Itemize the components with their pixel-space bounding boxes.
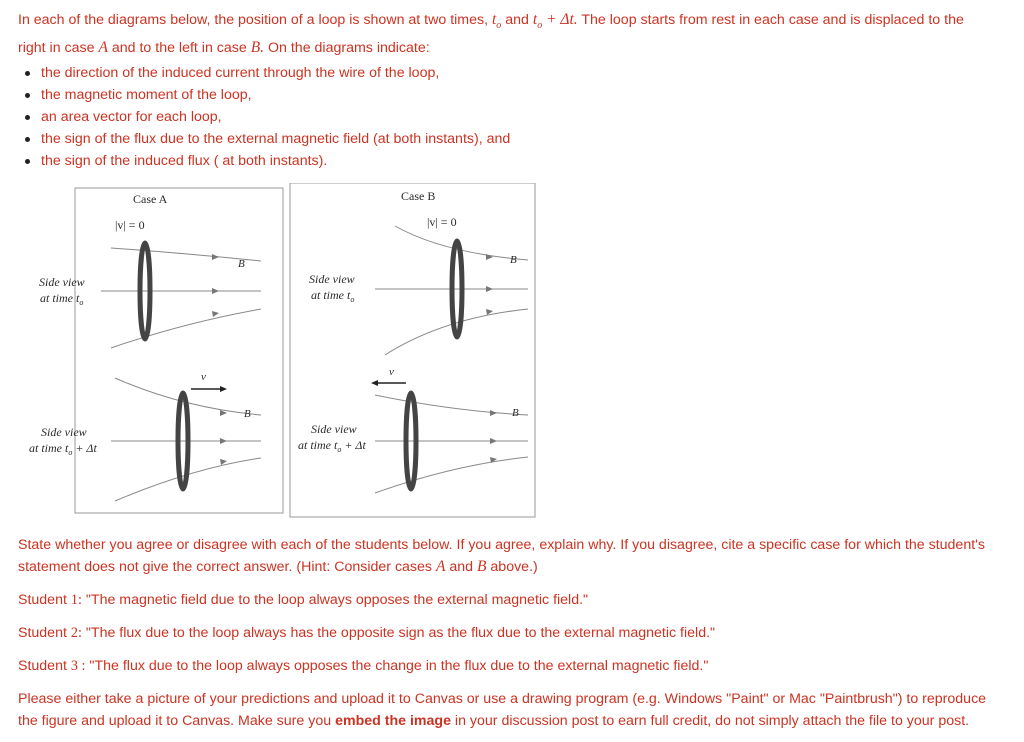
hint-above: above.) (490, 559, 538, 575)
case-a-velocity-arrow-icon (191, 386, 227, 392)
case-a-time-label: at time $t_o$ (40, 291, 84, 307)
intro-text-1: In each of the diagrams below, the position of a loop is shown at two times, (18, 12, 489, 28)
instructions-line-2: the figure and upload it to Canvas. Make sure you (18, 713, 332, 729)
case-b-frame (290, 183, 535, 517)
question-line-2: statement does not give the correct answer. (Hint: Consider cases (18, 559, 432, 575)
list-item: the magnetic moment of the loop, (22, 84, 510, 106)
case-b-speed-zero: |v| = 0 (427, 215, 457, 229)
case-a-title: Case A (133, 192, 168, 206)
case-a-time-dt-label: at time $t_o + \Delta t$ (29, 441, 97, 457)
intro-paragraph (18, 9, 1018, 59)
student-3-statement: Student 3 : "The flux due to the loop always opposes the change in the flux due to the external magnetic field." (18, 658, 709, 674)
instruction-list (22, 62, 510, 172)
question-line-1: State whether you agree or disagree with each of the students below. If you agree, explain why. If you disagree, cite a specific case for which the student's (18, 537, 985, 553)
case-b-symbol: B. (250, 39, 265, 57)
list-item: the sign of the flux due to the external magnetic field (at both instants), and (22, 128, 510, 150)
case-b-time-label: at time $t_o$ (311, 288, 355, 304)
embed-image-emphasis: embed the image (335, 713, 451, 729)
case-b-velocity-arrow-icon (371, 380, 406, 386)
case-b-title: Case B (401, 189, 436, 203)
student-1-statement: Student 1: "The magnetic field due to the loop always opposes the external magnetic field." (18, 592, 589, 608)
case-a-speed-zero: |v| = 0 (115, 218, 145, 232)
question-paragraph (18, 534, 1022, 578)
instructions-line-2b: in your discussion post to earn full credit, do not simply attach the file to your post. (454, 713, 970, 729)
intro-text-2: The loop starts from rest in each case and is displaced to the (581, 12, 964, 28)
case-a-side-view-label: Side view (39, 275, 85, 289)
instructions-line-1: Please either take a picture of your predictions and upload it to Canvas or use a drawing program (e.g. Windows "Paint" or Mac "Paintbrush") to reproduce (18, 691, 987, 707)
case-a-velocity-label: v (201, 371, 206, 383)
case-b-time-dt-label: at time $t_o + \Delta t$ (298, 438, 366, 454)
list-item: the direction of the induced current through the wire of the loop, (22, 62, 510, 84)
case-a-b-label-bottom: B (244, 408, 251, 420)
upload-instructions (18, 688, 1022, 732)
hint-case-a: A (435, 558, 446, 575)
loop-diagram-figure (23, 183, 540, 519)
case-b-side-view-label-2: Side view (311, 422, 357, 436)
and-word: and (505, 12, 529, 28)
t0-symbol: $t_o$ (491, 11, 502, 32)
intro-text-5: On the diagrams indicate: (268, 40, 430, 57)
case-b-velocity-label: v (389, 366, 394, 378)
case-a-side-view-label-2: Side view (41, 425, 87, 439)
intro-text-3: right in case (18, 40, 95, 57)
case-b-bottom-field-lines (375, 395, 528, 493)
case-b-side-view-label: Side view (309, 272, 355, 286)
t0-plus-dt-symbol: $t_o + \Delta t$. (532, 11, 578, 32)
case-b-b-label-top: B (510, 254, 517, 266)
case-b-b-label-bottom: B (512, 407, 519, 419)
case-a-symbol: A (98, 39, 108, 57)
student-2-statement: Student 2: "The flux due to the loop always has the opposite sign as the flux due to the external magnetic field." (18, 625, 716, 641)
list-item: the sign of the induced flux ( at both instants). (22, 150, 510, 172)
case-a-b-label-top: B (238, 258, 245, 270)
hint-case-b: B (477, 558, 487, 575)
intro-text-4: and to the left in case (111, 40, 247, 57)
list-item: an area vector for each loop, (22, 106, 510, 128)
hint-and: and (449, 559, 474, 575)
case-a-top-field-lines (101, 248, 261, 348)
